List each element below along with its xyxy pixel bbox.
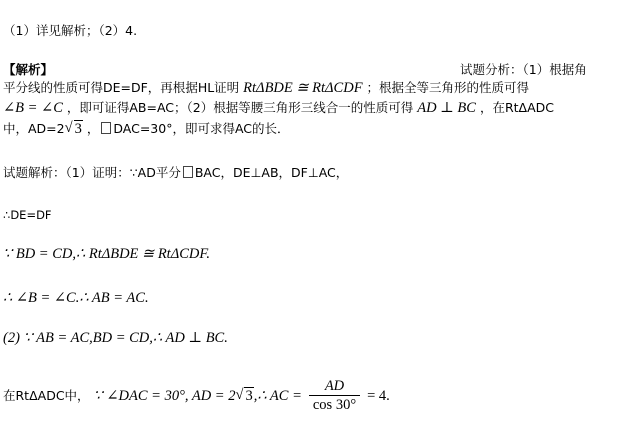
analysis-text-3b: ，在RtΔADC — [479, 100, 554, 115]
solution-step-4: (2) ∵ AB = AC,BD = CD,∴ AD ⊥ BC. — [3, 330, 228, 346]
solution-step-5-math-a: ∵ ∠DAC = 30°, AD = 2 — [93, 388, 236, 404]
analysis-text-4a: 中，AD=2 — [3, 121, 65, 136]
missing-glyph-icon — [183, 166, 193, 178]
solution-label-text: 试题解析：（1）证明：∵AD平分 — [3, 165, 181, 180]
solution-step-5 — [3, 377, 390, 415]
analysis-hint: 试题分析：（1）根据角 — [460, 62, 587, 77]
analysis-heading: 【解析】 — [3, 62, 54, 77]
analysis-text-4b: ， — [86, 121, 100, 136]
analysis-text-4c: DAC=30°，即可求得AC的长． — [113, 121, 290, 136]
solution-label-tail: BAC，DE⊥AB，DF⊥AC， — [194, 165, 349, 180]
answer-line: （1）详见解析；（2）4. — [3, 23, 138, 38]
analysis-line-4 — [3, 121, 290, 137]
analysis-text-3a: ，即可证得AB=AC；（2）根据等腰三角形三线合一的性质可得 — [66, 100, 414, 115]
fraction — [309, 378, 360, 415]
sqrt-value: 3 — [245, 388, 253, 404]
solution-step-3: ∴ ∠B = ∠C.∴ AB = AC. — [3, 290, 149, 306]
analysis-text-2b: ；根据全等三角形的性质可得 — [366, 80, 530, 95]
sqrt-radical — [235, 377, 253, 415]
solution-step-2: ∵ BD = CD,∴ RtΔBDE ≅ RtΔCDF. — [3, 246, 210, 262]
congruence-formula: RtΔBDE ≅ RtΔCDF — [243, 80, 363, 96]
angle-equality-formula: ∠B = ∠C — [3, 100, 63, 116]
analysis-line-2 — [3, 80, 529, 96]
solution-step-5-prefix: 在RtΔADC中， — [3, 388, 90, 403]
missing-glyph-icon — [101, 122, 111, 134]
analysis-title — [3, 62, 53, 78]
sqrt-value: 3 — [74, 121, 82, 137]
solution-step-5-math-b: ,∴ AC = — [253, 388, 302, 404]
solution-label — [3, 165, 348, 181]
solution-step-1: ∴DE=DF — [3, 208, 52, 222]
perpendicular-formula: AD ⊥ BC — [417, 100, 476, 116]
solution-step-5-result: = 4. — [367, 388, 390, 404]
fraction-denominator: cos 30° — [309, 395, 360, 415]
sqrt-radical — [65, 121, 83, 137]
fraction-numerator: AD — [324, 378, 345, 394]
analysis-text-2a: 平分线的性质可得DE=DF，再根据HL证明 — [3, 80, 240, 95]
analysis-line-3 — [3, 100, 554, 116]
